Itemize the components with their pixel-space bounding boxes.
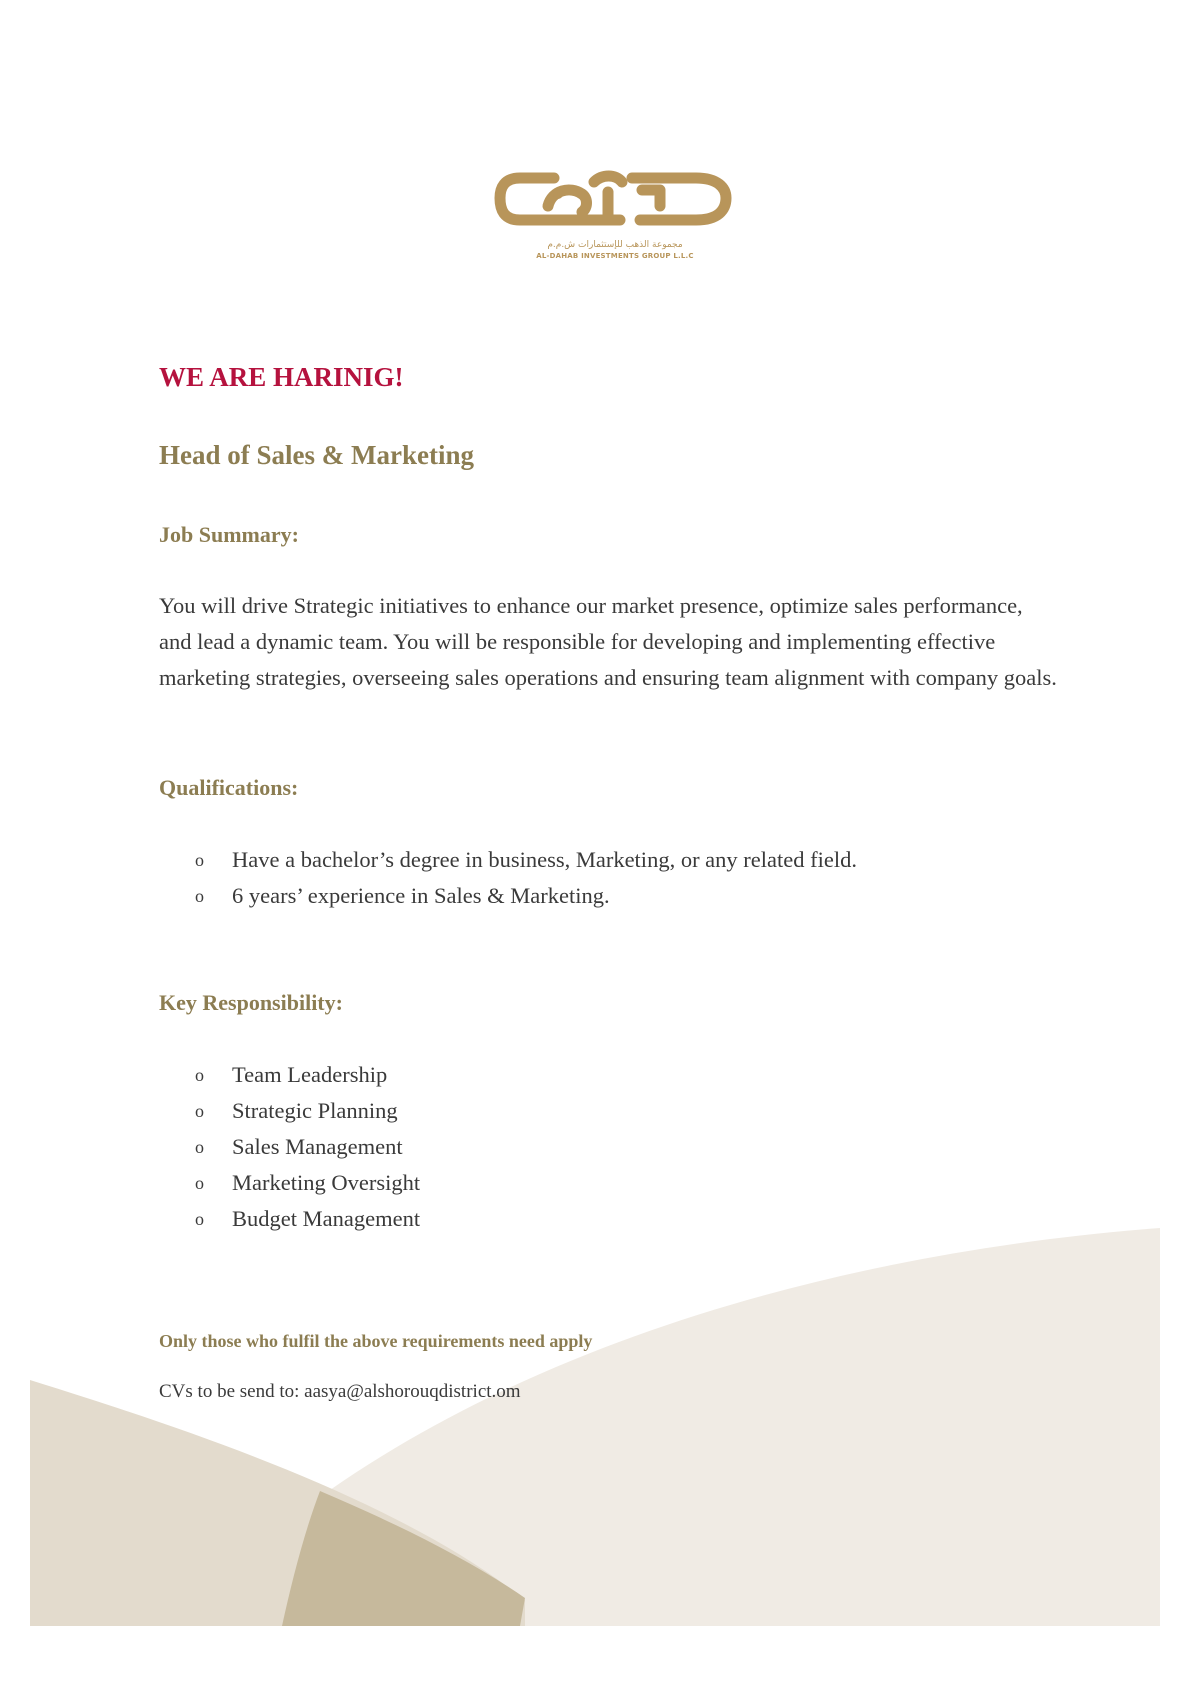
job-summary-heading: Job Summary: (159, 522, 299, 547)
cv-contact-line: CVs to be send to: aasya@alshorouqdistrict.om (159, 1381, 521, 1402)
responsibility-text: Budget Management (232, 1206, 421, 1231)
responsibility-text: Marketing Oversight (232, 1170, 421, 1195)
logo-english-text: AL-DAHAB INVESTMENTS GROUP L.L.C (536, 252, 694, 260)
responsibilities-list (159, 1057, 420, 1237)
responsibility-text: Strategic Planning (232, 1098, 398, 1123)
list-item (159, 1129, 420, 1165)
bullet-circle-icon: o (195, 886, 204, 906)
responsibility-text: Sales Management (232, 1134, 403, 1159)
list-item (159, 1165, 420, 1201)
logo-arabic-text: مجموعة الذهب للإستثمارات ش.م.م (547, 240, 683, 250)
responsibility-text: Team Leadership (232, 1062, 388, 1087)
apply-requirements-note: Only those who fulfil the above requirements need apply (159, 1331, 593, 1351)
bullet-circle-icon: o (195, 1101, 204, 1121)
qualification-text: Have a bachelor’s degree in business, Marketing, or any related field. (232, 847, 857, 872)
qualifications-list (159, 842, 857, 914)
bullet-circle-icon: o (195, 850, 204, 870)
list-item (159, 842, 857, 878)
company-logo (490, 160, 740, 270)
list-item (159, 1093, 420, 1129)
list-item (159, 1201, 420, 1237)
list-item (159, 1057, 420, 1093)
qualifications-heading: Qualifications: (159, 775, 299, 800)
bullet-circle-icon: o (195, 1173, 204, 1193)
responsibilities-heading: Key Responsibility: (159, 990, 343, 1015)
hiring-heading: WE ARE HARINIG! (159, 362, 404, 392)
job-summary-text: You will drive Strategic initiatives to enhance our market presence, optimize sales performance, and lead a dynamic team. You will be responsible for developing and implementing effective marketing strategies, overseeing sales operations and ensuring team alignment with company goals. (159, 593, 1057, 690)
bullet-circle-icon: o (195, 1209, 204, 1229)
list-item (159, 878, 857, 914)
logo-mark-icon (490, 160, 740, 240)
bullet-circle-icon: o (195, 1065, 204, 1085)
bullet-circle-icon: o (195, 1137, 204, 1157)
qualification-text: 6 years’ experience in Sales & Marketing. (232, 883, 610, 908)
job-title: Head of Sales & Marketing (159, 440, 474, 470)
